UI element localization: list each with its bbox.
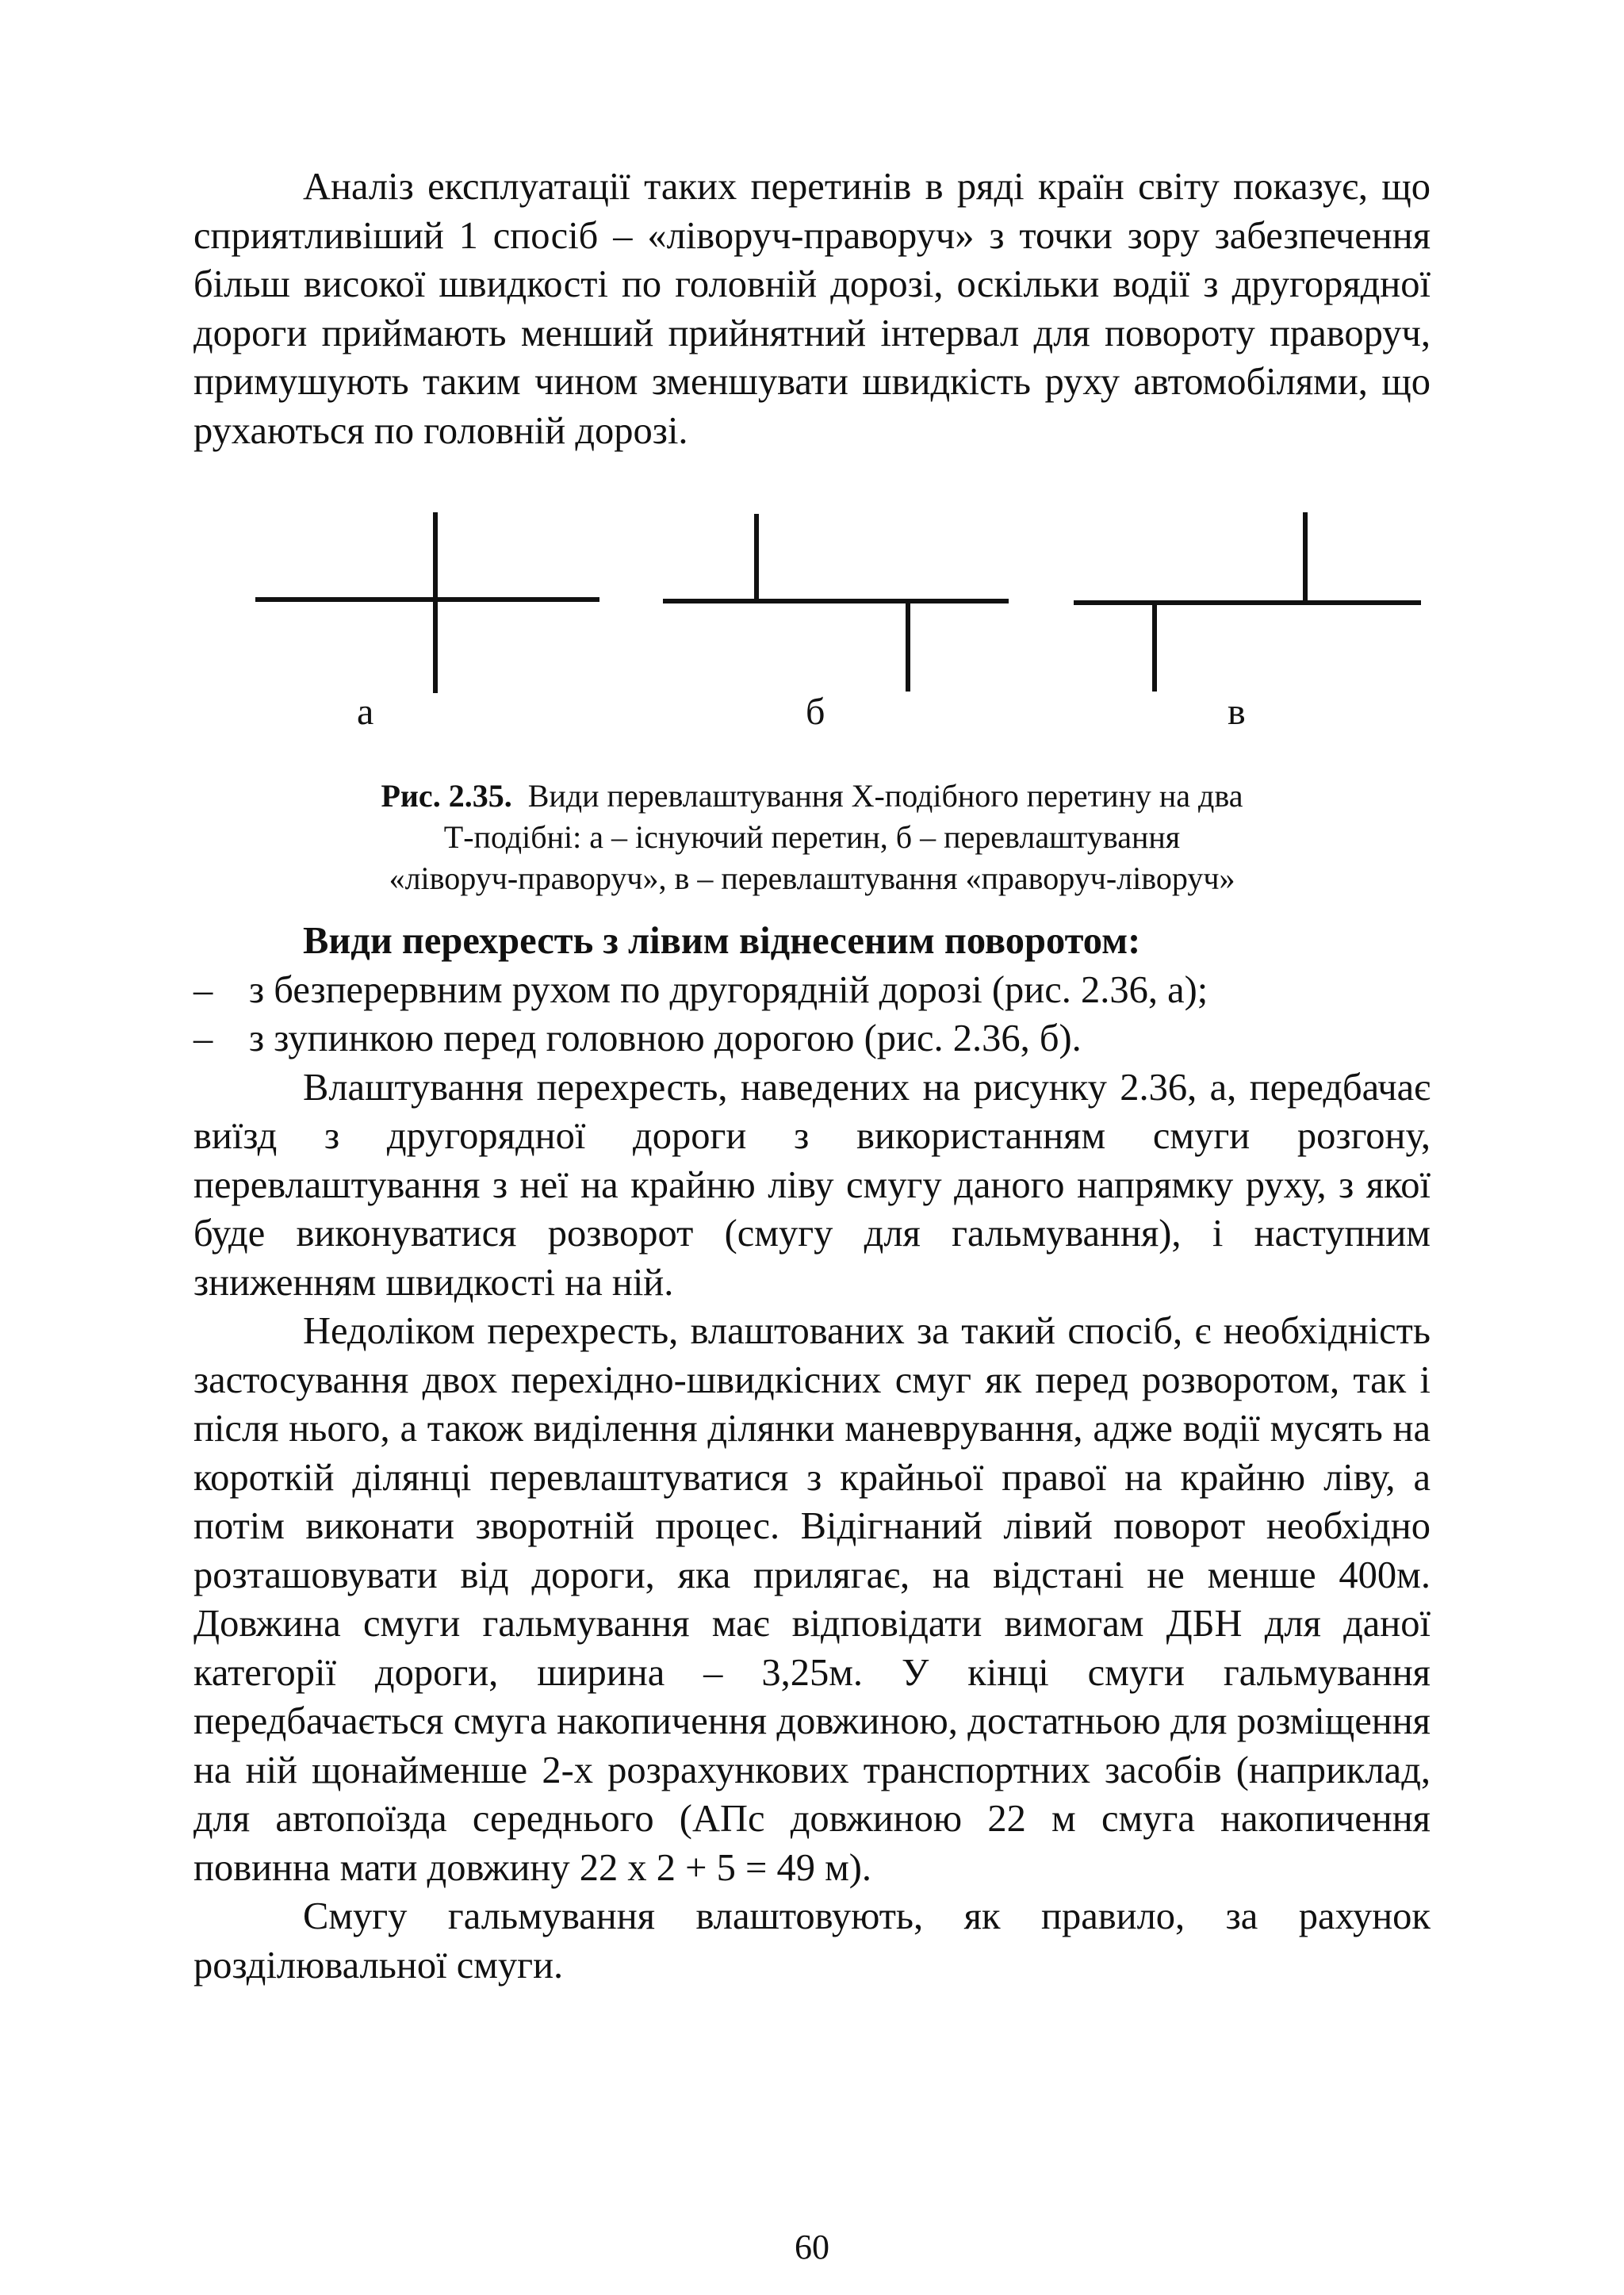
caption-figure-number: Рис. 2.35.	[381, 778, 512, 814]
paragraph-arrangement: Влаштування перехресть, наведених на рисунку 2.36, а, передбачає виїзд з другорядної дороги з використанням смуги розгону, перевлаштування з неї на крайню ліву смугу даного напрямку руху, з якої буде виконуватися розворот (смугу для гальмування), і наступним зниженням швидкості на ній.	[193, 1066, 1431, 1304]
list-item-text: з безперервним рухом по другорядній дорозі (рис. 2.36, а);	[249, 968, 1208, 1011]
paragraph-drawbacks: Недоліком перехресть, влаштованих за такий спосіб, є необхідність застосування двох перехідно-швидкісних смуг як перед розворотом, так і після нього, а також виділення ділянки маневрування, адже водії мусять на короткій ділянці перевлаштуватися з крайньої правої на крайню ліву, а потім виконати зворотній процес. Відігнаний лівий поворот необхідно розташовувати від дороги, яка прилягає, на відстані не менше 400м. Довжина смуги гальмування має відповідати вимогам ДБН для даної категорії дороги, ширина – 3,25м. У кінці смуги гальмування передбачається смуга накопичення довжиною, достатньою для розміщення на ній щонайменше 2-х розрахункових транспортних засобів (наприклад, для автопоїзда середнього (АПс довжиною 22 м смуга накопичення повинна мати довжину 22 х 2 + 5 = 49 м).	[193, 1310, 1431, 1889]
paragraph-analysis: Аналіз експлуатації таких перетинів в ряді країн світу показує, що сприятливіший 1 спосіб – «ліворуч-праворуч» з точки зору забезпечення більш високої швидкості по головній дорозі, оскільки водії з другорядної дороги приймають менший прийнятний інтервал для повороту праворуч, примушують таким чином зменшувати швидкість руху автомобілями, що рухаються по головній дорозі.	[193, 166, 1431, 452]
list-dash: –	[193, 1017, 213, 1059]
caption-line-2: Т-подібні: а – існуючий перетин, б – перевлаштування	[443, 819, 1181, 855]
figure-label-a: а	[357, 691, 374, 733]
list-item	[193, 966, 1431, 1015]
figure-label-c: в	[1228, 691, 1246, 733]
list-dash: –	[193, 968, 213, 1011]
diagram-b-left-right	[663, 514, 1009, 692]
page-content	[193, 163, 1431, 1990]
intersection-diagrams	[193, 512, 1431, 703]
caption-text-1: Види перевлаштування Х-подібного перетину на два	[527, 778, 1243, 814]
list-item-text: з зупинкою перед головною дорогою (рис. 2.36, б).	[249, 1017, 1082, 1059]
intersection-types-list	[193, 966, 1431, 1063]
caption-line-3: «ліворуч-праворуч», в – перевлаштування «праворуч-ліворуч»	[389, 860, 1235, 896]
diagram-c-right-left	[1074, 512, 1421, 692]
figure-caption	[193, 776, 1431, 899]
list-item	[193, 1014, 1431, 1063]
paragraph-braking-lane: Смугу гальмування влаштовують, як правило, за рахунок розділювальної смуги.	[193, 1895, 1431, 1987]
section-heading: Види перехресть з лівим віднесеним поворотом:	[303, 920, 1141, 962]
figure-label-b: б	[806, 691, 825, 733]
page-number: 60	[795, 2228, 829, 2266]
figure-2-35	[193, 512, 1431, 758]
caption-line-1	[193, 776, 1431, 817]
diagram-a-x-intersection	[255, 512, 599, 693]
